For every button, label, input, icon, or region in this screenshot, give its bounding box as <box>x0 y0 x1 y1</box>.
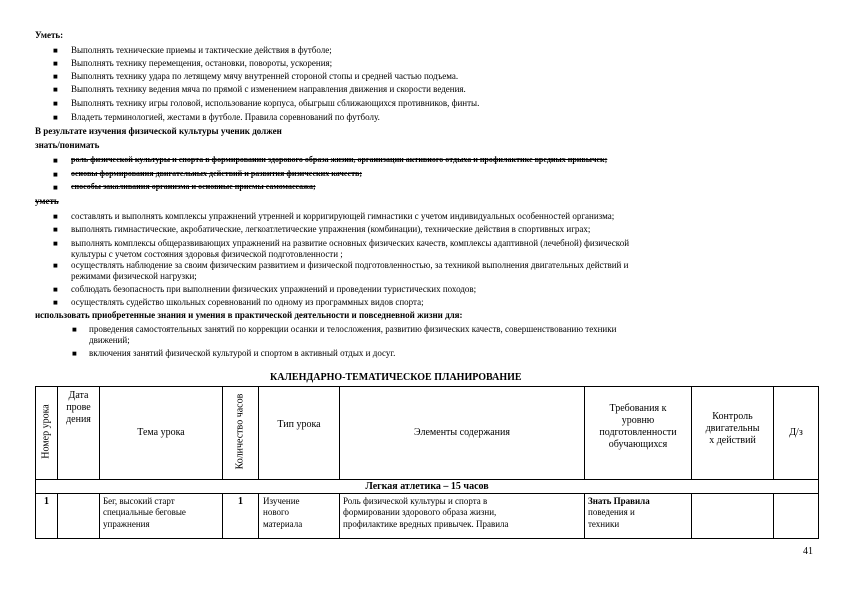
row-type-line: материала <box>263 518 303 529</box>
list-item: выполнять гимнастические, акробатические, легкоатлетические упражнения (комбинации), технические действия в спортивных играх; <box>71 224 591 234</box>
list-item: Владеть терминологией, жестами в футболе. Правила соревнований по футболу. <box>71 112 380 122</box>
table-title: КАЛЕНДАРНО-ТЕМАТИЧЕСКОЕ ПЛАНИРОВАНИЕ <box>270 372 522 383</box>
bullet-icon: ■ <box>53 298 58 307</box>
header-hours: Количество часов <box>234 393 246 470</box>
section4-heading: использовать приобретенные знания и умения в практической деятельности и повседневной жизни для: <box>35 310 463 320</box>
table-border <box>818 386 819 539</box>
header-date-line: прове <box>66 402 91 413</box>
header-lesson-number: Номер урока <box>40 404 52 459</box>
table-border <box>35 386 819 387</box>
bullet-icon: ■ <box>53 239 58 248</box>
header-requirements-line: подготовленности <box>599 427 677 438</box>
bullet-icon: ■ <box>72 325 77 334</box>
header-date-line: дения <box>66 414 91 425</box>
list-item: включения занятий физической культурой и спортом в активный отдых и досуг. <box>89 348 396 358</box>
row-requirements <box>588 496 650 530</box>
row-type-line: Изучение <box>263 496 300 506</box>
row-type <box>263 496 302 530</box>
bullet-icon: ■ <box>53 99 58 108</box>
header-content: Элементы содержания <box>414 427 510 438</box>
header-date <box>58 390 99 426</box>
table-border <box>773 493 774 539</box>
bullet-icon: ■ <box>53 46 58 55</box>
table-border <box>339 493 340 539</box>
list-item: составлять и выполнять комплексы упражнений утренней и корригирующей гимнастики с учетом индивидуальных особенностей организма; <box>71 211 615 221</box>
table-border <box>35 386 36 539</box>
bullet-icon: ■ <box>53 261 58 270</box>
list-item-continuation: движений; <box>89 335 130 345</box>
list-item: осуществлять судейство школьных соревнований по одному из программных видов спорта; <box>71 297 424 307</box>
table-border <box>258 386 259 479</box>
list-item: Выполнять технику перемещения, остановки, повороты, ускорения; <box>71 58 333 68</box>
bullet-icon: ■ <box>53 183 58 192</box>
bullet-icon: ■ <box>53 212 58 221</box>
list-item: соблюдать безопасность при выполнении физических упражнений и проведении туристических походов; <box>71 284 477 294</box>
header-type: Тип урока <box>277 419 321 430</box>
table-border <box>584 493 585 539</box>
bullet-icon: ■ <box>53 85 58 94</box>
header-control-line: двигательны <box>705 423 760 434</box>
list-item: способы закаливания организма и основные приемы самомассажа; <box>71 182 316 191</box>
row-requirements-line: техники <box>588 518 620 529</box>
table-section-row: Легкая атлетика – 15 часов <box>365 481 489 492</box>
header-homework: Д/з <box>789 427 803 438</box>
header-control-line: х действий <box>709 435 756 446</box>
section2-subheading: знать/понимать <box>35 140 100 150</box>
header-control-line: Контроль <box>712 411 753 422</box>
row-hours: 1 <box>238 496 243 507</box>
table-border <box>57 493 58 539</box>
list-item: Выполнять технику игры головой, использование корпуса, обыгрыш сближающихся противников, финты. <box>71 98 480 108</box>
table-border <box>99 493 100 539</box>
section2-heading: В результате изучения физической культуры ученик должен <box>35 126 282 136</box>
table-border <box>222 386 223 479</box>
row-requirements-line: Знать Правила <box>588 496 650 506</box>
bullet-icon: ■ <box>53 170 58 179</box>
list-item: роль физической культуры и спорта в формировании здорового образа жизни, организации активного отдыха и профилактике вредных привычек; <box>71 155 608 164</box>
header-requirements-line: обучающихся <box>608 439 668 450</box>
list-item-continuation: культуры с учетом состояния здоровья физической подготовленности ; <box>71 249 343 259</box>
bullet-icon: ■ <box>53 225 58 234</box>
row-requirements-line: поведения и <box>588 507 635 518</box>
list-item-continuation: режимами физической нагрузки; <box>71 271 197 281</box>
list-item: Выполнять технику ведения мяча по прямой с изменением направления движения и скорости ведения. <box>71 84 466 94</box>
planning-table <box>35 386 819 539</box>
bullet-icon: ■ <box>53 285 58 294</box>
row-topic-line: Бег, высокий старт <box>103 496 175 506</box>
row-content-line: формировании здорового образа жизни, <box>343 507 497 518</box>
header-requirements <box>585 403 691 451</box>
row-topic-line: упражнения <box>103 518 150 529</box>
header-requirements-line: Требования к <box>609 403 667 414</box>
list-item: Выполнять технические приемы и тактические действия в футболе; <box>71 45 332 55</box>
row-content <box>343 496 509 530</box>
bullet-icon: ■ <box>53 156 58 165</box>
table-border <box>258 493 259 539</box>
header-date-line: Дата <box>68 390 89 401</box>
table-border <box>35 479 819 480</box>
bullet-icon: ■ <box>53 113 58 122</box>
row-topic <box>103 496 186 530</box>
section1-heading: Уметь: <box>35 30 64 40</box>
row-content-line: профилактике вредных привычек. Правила <box>343 518 509 529</box>
list-item: Выполнять технику удара по летящему мячу внутренней стороной стопы и средней частью подъема. <box>71 71 459 81</box>
list-item: выполнять комплексы общеразвивающих упражнений на развитие основных физических качеств, комплексы адаптивной (лечебной) физической <box>71 238 630 248</box>
table-border <box>35 538 819 539</box>
bullet-icon: ■ <box>53 72 58 81</box>
list-item: проведения самостоятельных занятий по коррекции осанки и телосложения, развитию физических качеств, совершенствованию техники <box>89 324 617 334</box>
bullet-icon: ■ <box>53 59 58 68</box>
list-item: основы формирования двигательных действий и развития физических качеств; <box>71 169 363 178</box>
section3-heading: уметь <box>35 196 59 206</box>
header-control <box>692 411 773 447</box>
list-item: осуществлять наблюдение за своим физическим развитием и физической подготовленностью, за техникой выполнения двигательных действий и <box>71 260 629 270</box>
bullet-icon: ■ <box>72 349 77 358</box>
page-number: 41 <box>803 546 813 557</box>
row-type-line: нового <box>263 507 289 518</box>
row-number: 1 <box>44 496 49 507</box>
table-border <box>35 493 819 494</box>
row-content-line: Роль физической культуры и спорта в <box>343 496 488 506</box>
row-topic-line: специальные беговые <box>103 507 186 518</box>
table-border <box>691 493 692 539</box>
header-requirements-line: уровню <box>621 415 655 426</box>
header-topic: Тема урока <box>137 427 185 438</box>
